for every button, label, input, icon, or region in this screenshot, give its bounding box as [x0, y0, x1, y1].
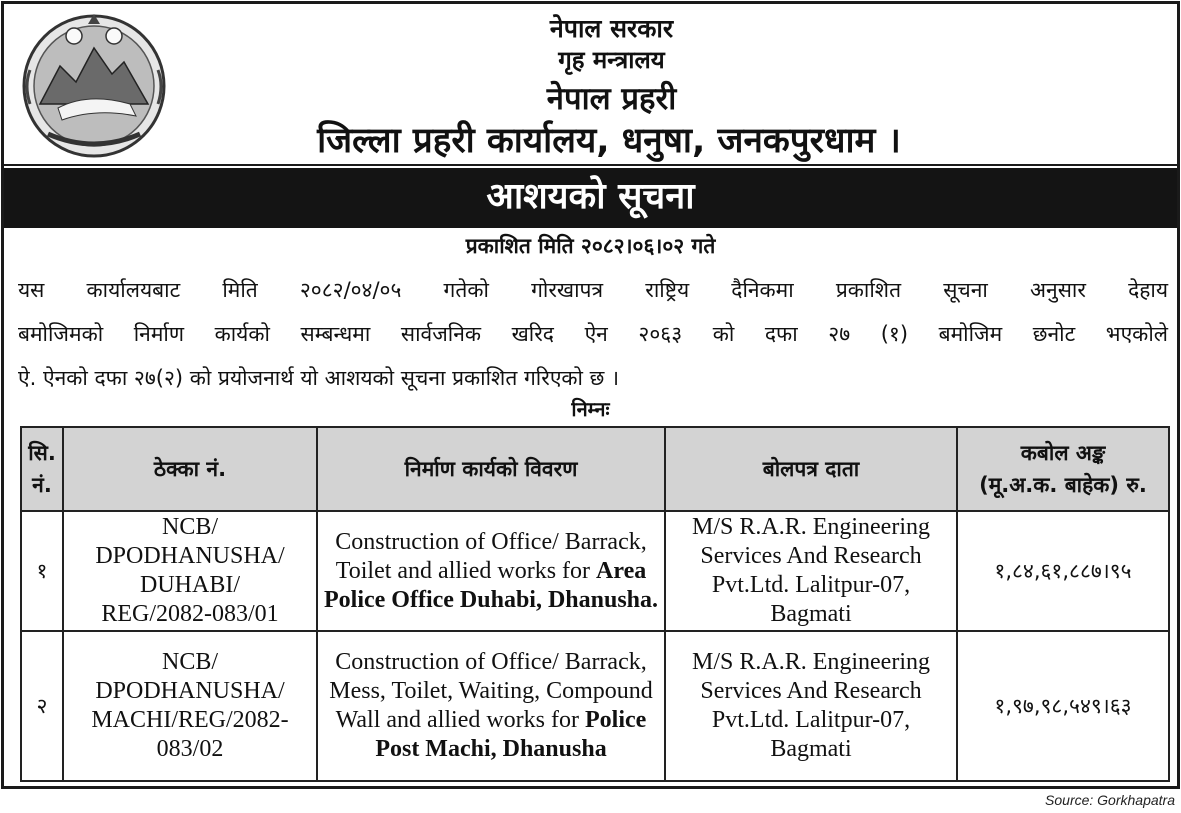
header-divider — [4, 164, 1177, 166]
header-line-ministry: गृह मन्त्रालय — [558, 46, 665, 74]
description-text: Construction of Office/ Barrack, Toilet and allied works for — [335, 528, 647, 584]
table-row — [21, 511, 1169, 631]
contract-line: REG/2082-083/01 — [101, 601, 279, 627]
header-bidder: बोलपत्र दाता — [665, 427, 957, 511]
cell-description — [317, 511, 665, 631]
notice-body — [18, 268, 1168, 400]
notice — [1, 1, 1180, 789]
header-amount-line2: (मू.अ.क. बाहेक) रु. — [979, 473, 1147, 497]
cell-serial: २ — [21, 631, 63, 781]
header-serial-number — [21, 427, 63, 511]
header-line-police: नेपाल प्रहरी — [546, 81, 677, 117]
bidder-line: Pvt.Ltd. Lalitpur-07, — [711, 707, 911, 733]
notice-title: आशयको सूचना — [4, 168, 1177, 228]
contract-line: MACHI/REG/2082- — [91, 707, 289, 733]
header-line-government: नेपाल सरकार — [549, 14, 674, 43]
nepal-emblem-icon — [18, 12, 170, 162]
header-serial-line1: सि. — [28, 441, 56, 465]
cell-bidder — [665, 631, 957, 781]
contract-line: NCB/ — [161, 514, 218, 540]
award-table — [20, 426, 1170, 782]
bidder-line: Pvt.Ltd. Lalitpur-07, — [711, 572, 911, 598]
contract-line: NCB/ — [161, 649, 218, 675]
body-line-1: यस कार्यालयबाट मिति २०८२/०४/०५ गतेको गोरखापत्र राष्ट्रिय दैनिकमा प्रकाशित सूचना अनुसार देहाय — [18, 278, 1168, 302]
description-location: Area Police Office Duhabi, Dhanusha. — [323, 557, 659, 613]
cell-amount: १,९७,९८,५४९।६३ — [957, 631, 1169, 781]
published-date: प्रकाशित मिति २०८२।०६।०२ गते — [465, 234, 716, 258]
header-description: निर्माण कार्यको विवरण — [317, 427, 665, 511]
contract-line: DPODHANUSHA/ — [95, 543, 285, 569]
header-serial-line2: नं. — [32, 473, 52, 497]
table-row — [21, 631, 1169, 781]
source-credit: Source: Gorkhapatra — [1045, 792, 1175, 808]
bidder-line: M/S R.A.R. Engineering — [692, 514, 930, 540]
cell-contract-no — [63, 631, 317, 781]
cell-contract-no — [63, 511, 317, 631]
bidder-line: Bagmati — [770, 601, 852, 627]
list-heading: निम्नः — [571, 397, 610, 421]
notice-header — [4, 4, 1177, 164]
cell-amount: १,८४,६१,८८७।९५ — [957, 511, 1169, 631]
description-location: Police Post Machi, Dhanusha — [375, 707, 647, 762]
bidder-line: Services And Research — [700, 543, 922, 569]
header-line-office: जिल्ला प्रहरी कार्यालय, धनुषा, जनकपुरधाम । — [317, 121, 901, 161]
bidder-line: Bagmati — [770, 736, 852, 762]
header-amount-line1: कबोल अङ्क — [1020, 441, 1106, 465]
header-amount — [957, 427, 1169, 511]
header-contract-no: ठेक्का नं. — [63, 427, 317, 511]
contract-line: DUHABI/ — [140, 572, 240, 598]
description-text: Construction of Office/ Barrack, Mess, Toilet, Waiting, Compound Wall and allied works for — [329, 649, 653, 733]
body-line-2: बमोजिमको निर्माण कार्यको सम्बन्धमा सार्वजनिक खरिद ऐन २०६३ को दफा २७ (१) बमोजिम छनोट भएकोले — [18, 322, 1168, 346]
contract-line: 083/02 — [156, 736, 224, 762]
bidder-line: Services And Research — [700, 678, 922, 704]
table-header-row — [21, 427, 1169, 511]
cell-serial: १ — [21, 511, 63, 631]
contract-line: DPODHANUSHA/ — [95, 678, 285, 704]
body-line-3: ऐ. ऐनको दफा २७(२) को प्रयोजनार्थ यो आशयको सूचना प्रकाशित गरिएको छ । — [18, 366, 620, 390]
cell-bidder — [665, 511, 957, 631]
bidder-line: M/S R.A.R. Engineering — [692, 649, 930, 675]
cell-description — [317, 631, 665, 781]
